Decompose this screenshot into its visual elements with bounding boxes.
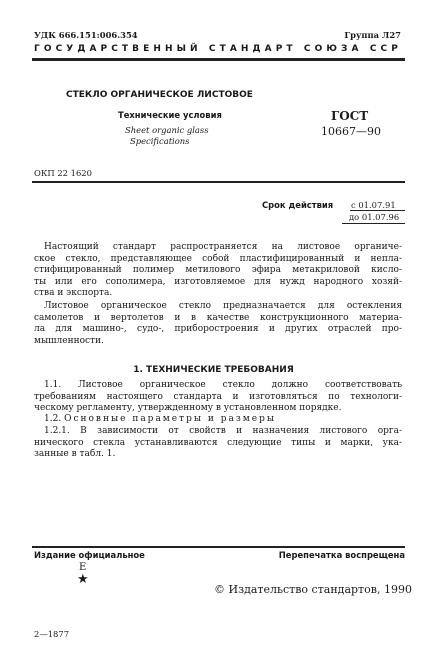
validity-label: Срок действия (262, 200, 334, 210)
star-icon: ★ (77, 572, 89, 587)
document-title: СТЕКЛО ОРГАНИЧЕСКОЕ ЛИСТОВОЕ (66, 90, 253, 100)
text-line: ла для машино-, судо-, приборостроения и других отраслей про- (34, 324, 402, 334)
document-subtitle: Технические условия (118, 110, 222, 120)
udk-code: УДК 666.151:006.354 (34, 30, 138, 40)
validity-to: до 01.07.96 (349, 212, 400, 222)
clause-1-2-1 (34, 426, 402, 461)
group-code: Группа Л27 (344, 30, 401, 40)
print-code: 2—1877 (34, 629, 70, 639)
clause-1-2 (44, 414, 276, 424)
okp-code: ОКП 22 1620 (34, 168, 92, 178)
text-line: самолетов и вертолетов и в качестве конструкционного материа- (34, 312, 402, 323)
copyright-line: © Издательство стандартов, 1990 (214, 583, 412, 596)
clause-title: Основные параметры и размеры (64, 414, 277, 424)
mark-letter: Е (79, 562, 87, 573)
agency-title: ГОСУДАРСТВЕННЫЙ СТАНДАРТ СОЮЗА ССР (34, 44, 402, 54)
validity-rule-1 (350, 210, 405, 211)
text-line: занные в табл. 1. (34, 449, 116, 459)
text-line: ческому регламенту, утвержденному в установленном порядке. (34, 403, 342, 413)
text-line: ское стекло, представляющее собой пластифицированный и непла- (34, 253, 402, 264)
gost-number: 10667—90 (321, 125, 381, 138)
text-line: Настоящий стандарт распространяется на листовое органиче- (44, 242, 402, 252)
okp-rule (32, 181, 405, 183)
section-heading: 1. ТЕХНИЧЕСКИЕ ТРЕБОВАНИЯ (133, 365, 294, 375)
validity-from: с 01.07.91 (351, 200, 396, 210)
intro-paragraph-1 (34, 242, 402, 300)
intro-paragraph-2 (34, 301, 402, 347)
clause-1-1 (34, 380, 402, 415)
footer-rule (32, 546, 405, 548)
gost-label: ГОСТ (331, 109, 369, 123)
reprint-label: Перепечатка воспрещена (278, 550, 405, 560)
text-line: нического стекла устанавливаются следующие типы и марки, ука- (34, 437, 402, 448)
text-line: ты или его сополимера, изготовляемое для нужд народного хозяй- (34, 276, 402, 287)
text-line: требованиям настоящего стандарта и изготовляться по технологи- (34, 391, 402, 402)
text-line: ства и экспорта. (34, 288, 113, 298)
validity-rule-2 (342, 223, 405, 224)
english-subtitle: Specifications (130, 136, 190, 146)
english-title: Sheet organic glass (125, 125, 209, 135)
text-line: стифицированный полимер метилового эфира метакриловой кисло- (34, 265, 402, 275)
text-line: мышленности. (34, 335, 104, 346)
text-line: Листовое органическое стекло предназначается для остекления (44, 301, 402, 311)
text-line: 1.1. Листовое органическое стекло должно соответствовать (44, 380, 402, 390)
header-rule (32, 58, 405, 61)
text-line: 1.2.1. В зависимости от свойств и назначения листового орга- (44, 426, 402, 436)
clause-number: 1.2. (44, 414, 62, 424)
edition-label: Издание официальное (34, 550, 145, 560)
